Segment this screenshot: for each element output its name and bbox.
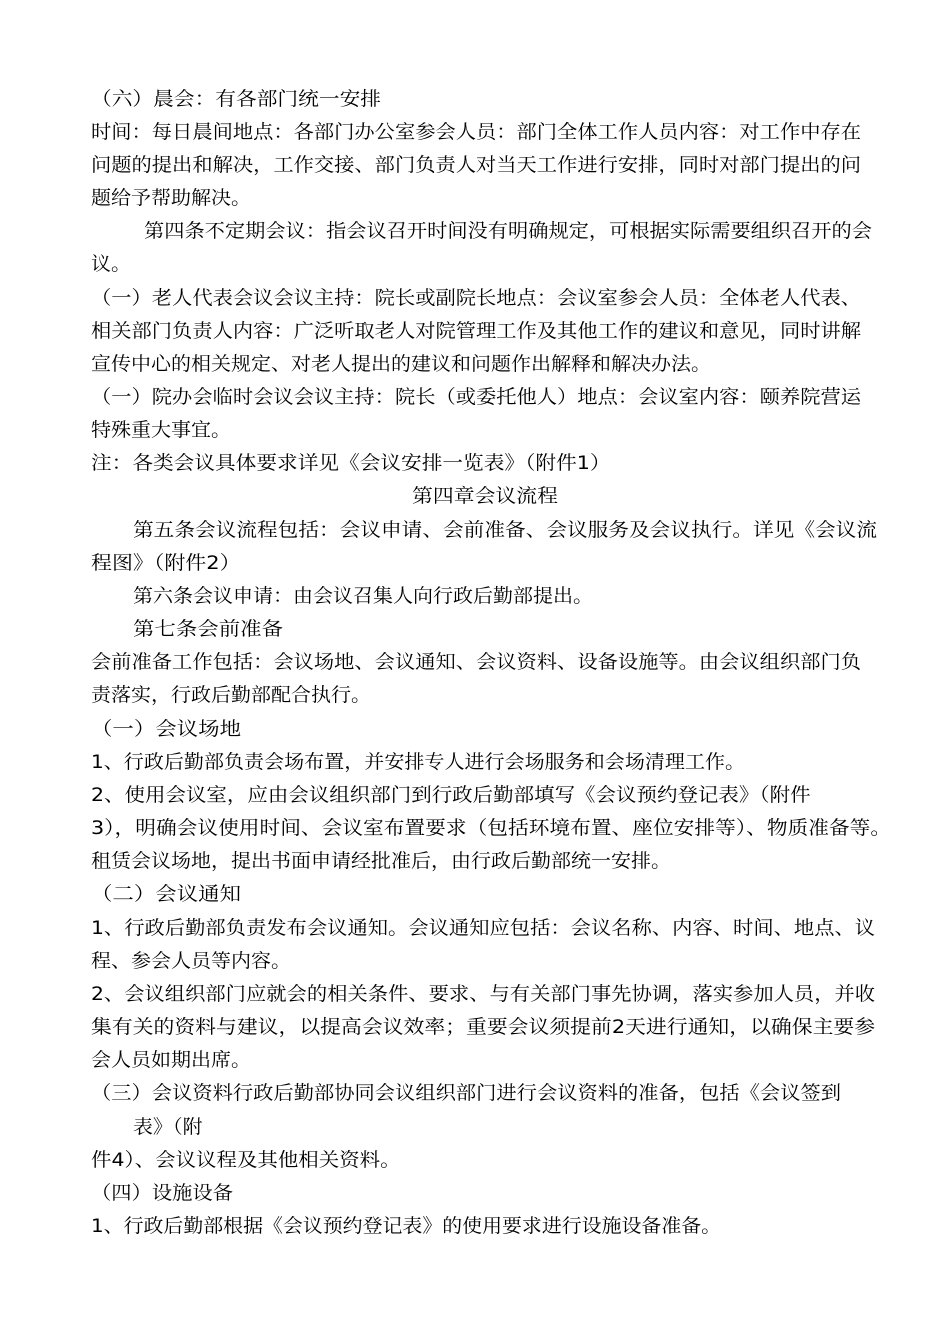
- paragraph-line: 责落实，行政后勤部配合执行。: [91, 684, 372, 706]
- subsection-heading-venue: （一）会议场地: [91, 718, 242, 740]
- subsection-heading-elders-meeting: （一）老人代表会议会议主持：院长或副院长地点：会议室参会人员：全体老人代表、: [91, 287, 862, 309]
- paragraph-line: 问题的提出和解决，工作交接、部门负责人对当天工作进行安排，同时对部门提出的问: [91, 154, 862, 176]
- article-4-heading: 第四条不定期会议：指会议召开时间没有明确规定，可根据实际需要组织召开的会: [144, 220, 873, 242]
- paragraph-line: 3），明确会议使用时间、会议室布置要求（包括环境布置、座位安排等）、物质准备等。: [91, 817, 892, 839]
- chapter-4-title: 第四章会议流程: [412, 485, 559, 507]
- note-line: 注：各类会议具体要求详见《会议安排一览表》（附件1）: [91, 452, 611, 474]
- article-6-heading: 第六条会议申请：由会议召集人向行政后勤部提出。: [133, 585, 594, 607]
- subsection-heading-temporary-meeting: （一）院办会临时会议会议主持：院长（或委托他人）地点：会议室内容：颐养院营运: [91, 386, 862, 408]
- article-7-heading: 第七条会前准备: [133, 618, 284, 640]
- list-item: 2、使用会议室，应由会议组织部门到行政后勤部填写《会议预约登记表》（附件: [91, 784, 811, 806]
- list-item: 1、行政后勤部负责会场布置，并安排专人进行会场服务和会场清理工作。: [91, 751, 746, 773]
- paragraph-line: 特殊重大事宜。: [91, 419, 232, 441]
- paragraph-line: 宣传中心的相关规定、对老人提出的建议和问题作出解释和解决办法。: [91, 353, 712, 375]
- subsection-heading-facilities: （四）设施设备: [91, 1182, 234, 1204]
- paragraph-line: 程图》（附件2）: [91, 552, 241, 574]
- subsection-heading-materials: （三）会议资料行政后勤部协同会议组织部门进行会议资料的准备，包括《会议签到: [91, 1082, 842, 1104]
- paragraph-line: 租赁会议场地，提出书面申请经批准后，由行政后勤部统一安排。: [91, 850, 672, 872]
- subsection-heading-notice: （二）会议通知: [91, 883, 242, 905]
- paragraph-line: 会前准备工作包括：会议场地、会议通知、会议资料、设备设施等。由会议组织部门负: [91, 651, 862, 673]
- subsection-heading-morning-meeting: （六）晨会：有各部门统一安排: [91, 88, 382, 110]
- paragraph-line: 题给予帮助解决。: [91, 187, 252, 209]
- paragraph-line: 议。: [91, 253, 132, 275]
- paragraph-line: 会人员如期出席。: [91, 1049, 252, 1071]
- paragraph-line: 件4）、会议议程及其他相关资料。: [91, 1149, 401, 1171]
- paragraph-line: 程、参会人员等内容。: [91, 950, 292, 972]
- list-item: 2、会议组织部门应就会的相关条件、要求、与有关部门事先协调，落实参加人员，并收: [91, 983, 876, 1005]
- paragraph-line: 时间：每日晨间地点：各部门办公室参会人员：部门全体工作人员内容：对工作中存在: [91, 121, 862, 143]
- paragraph-line: 相关部门负责人内容：广泛听取老人对院管理工作及其他工作的建议和意见，同时讲解: [91, 320, 862, 342]
- article-5-heading: 第五条会议流程包括：会议申请、会前准备、会议服务及会议执行。详见《会议流: [133, 519, 878, 541]
- list-item: 1、行政后勤部根据《会议预约登记表》的使用要求进行设施设备准备。: [91, 1215, 722, 1237]
- paragraph-line: 集有关的资料与建议，以提高会议效率；重要会议须提前2天进行通知，以确保主要参: [91, 1016, 876, 1038]
- list-item: 1、行政后勤部负责发布会议通知。会议通知应包括：会议名称、内容、时间、地点、议: [91, 917, 876, 939]
- paragraph-line: 表》（附: [133, 1116, 203, 1138]
